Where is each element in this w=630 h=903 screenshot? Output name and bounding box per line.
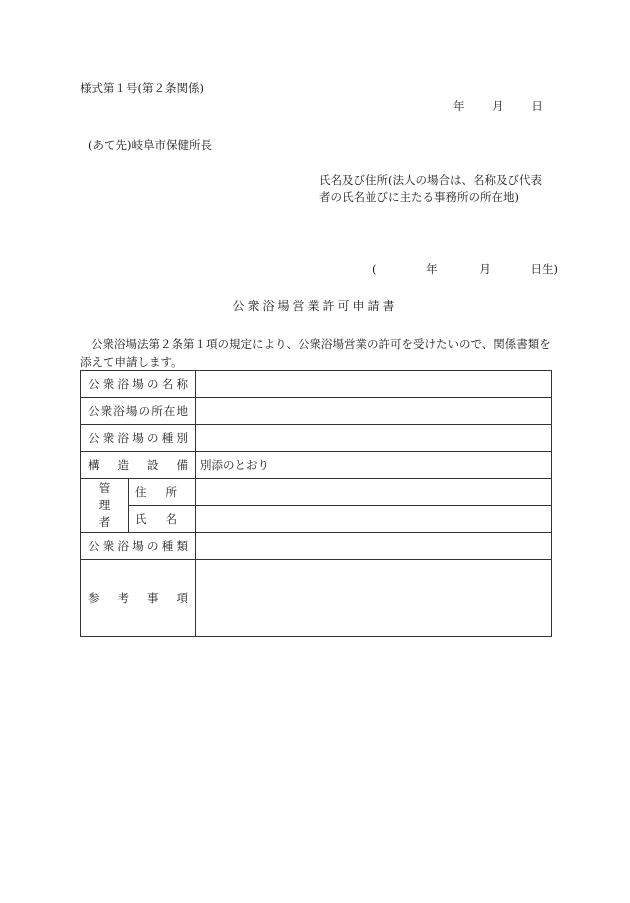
label-bath-location: 公衆浴場の所在地 <box>81 398 196 425</box>
label-bath-kind: 公衆浴場の種類 <box>81 533 196 560</box>
row-structure <box>81 452 552 479</box>
label-bath-name: 公衆浴場の名称 <box>81 371 196 398</box>
field-bath-kind[interactable] <box>196 533 552 560</box>
row-manager-name <box>81 506 552 533</box>
label-structure: 構造設備 <box>81 452 196 479</box>
label-manager-address: 住所 <box>129 479 196 506</box>
row-bath-location <box>81 398 552 425</box>
manager-char-1: 管 <box>98 481 111 495</box>
field-manager-address[interactable] <box>196 479 552 506</box>
field-manager-name[interactable] <box>196 506 552 533</box>
manager-char-3: 者 <box>98 515 111 529</box>
row-bath-kind <box>81 533 552 560</box>
birth-open: ( <box>372 262 377 276</box>
date-month-label: 月 <box>492 99 504 113</box>
row-remarks <box>81 560 552 637</box>
field-bath-location[interactable] <box>196 398 552 425</box>
row-manager-address <box>81 479 552 506</box>
manager-char-2: 理 <box>98 498 111 512</box>
birth-date <box>372 261 558 277</box>
document-title: 公衆浴場営業許可申請書 <box>232 299 398 313</box>
birth-day-label: 日生) <box>530 262 558 276</box>
row-bath-type <box>81 425 552 452</box>
form-number: 様式第１号(第２条関係) <box>80 81 204 95</box>
label-bath-type: 公衆浴場の種別 <box>81 425 196 452</box>
date-year-label: 年 <box>453 99 465 113</box>
label-manager <box>81 479 129 533</box>
addressee: (あて先)岐阜市保健所長 <box>88 138 212 152</box>
applicant-label-line1: 氏名及び住所(法人の場合は、名称及び代表 <box>319 173 542 187</box>
submission-date <box>453 98 543 114</box>
birth-month-label: 月 <box>479 262 491 276</box>
application-form-table <box>80 370 552 637</box>
label-manager-name: 氏名 <box>129 506 196 533</box>
applicant-label <box>319 172 554 206</box>
label-remarks: 参考事項 <box>81 560 196 637</box>
birth-year-label: 年 <box>426 262 438 276</box>
field-structure[interactable]: 別添のとおり <box>196 452 552 479</box>
date-day-label: 日 <box>531 99 543 113</box>
intro-text: 公衆浴場法第２条第１項の規定により、公衆浴場営業の許可を受けたいので、関係書類を添えて申請します。 <box>80 337 551 369</box>
field-bath-type[interactable] <box>196 425 552 452</box>
field-bath-name[interactable] <box>196 371 552 398</box>
row-bath-name <box>81 371 552 398</box>
field-remarks[interactable] <box>196 560 552 637</box>
applicant-label-line2: 者の氏名並びに主たる事務所の所在地) <box>319 190 519 204</box>
